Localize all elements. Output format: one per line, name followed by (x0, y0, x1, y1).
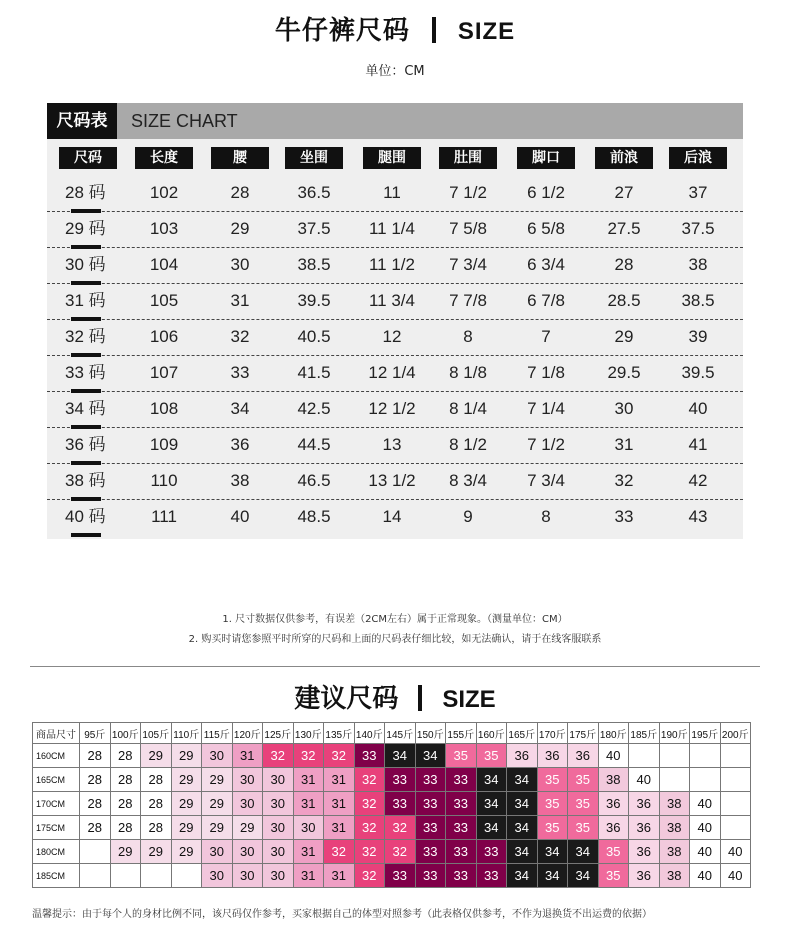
table-cell: 13 1/2 (368, 471, 416, 490)
weight-header: 100斤 (110, 723, 141, 744)
table-cell: 41.5 (297, 363, 331, 382)
grid-cell: 34 (507, 864, 538, 888)
grid-cell: 35 (598, 864, 629, 888)
table-cell: 27.5 (607, 219, 641, 238)
table-cell: 30 (614, 399, 634, 418)
grid-cell: 28 (110, 744, 141, 768)
size-label: 30 码 (65, 255, 106, 274)
grid-cell (720, 744, 751, 768)
table-cell: 28.5 (607, 291, 641, 310)
table-cell: 8 1/2 (449, 435, 487, 454)
grid-cell: 33 (446, 768, 477, 792)
page-title (0, 10, 790, 47)
height-label: 165CM (33, 768, 80, 792)
table-cell: 38.5 (681, 291, 715, 310)
grid-cell: 28 (80, 768, 111, 792)
grid-cell: 30 (232, 792, 263, 816)
table-cell: 7 1/2 (527, 435, 565, 454)
grid-cell (629, 744, 660, 768)
size-label: 29 码 (65, 219, 106, 238)
grid-cell: 29 (171, 816, 202, 840)
weight-header: 170斤 (537, 723, 568, 744)
grid-cell: 35 (568, 816, 599, 840)
grid-cell: 34 (476, 792, 507, 816)
height-label: 175CM (33, 816, 80, 840)
grid-cell: 33 (415, 792, 446, 816)
table-cell: 41 (688, 435, 708, 454)
table-cell: 8 1/8 (449, 363, 487, 382)
table-cell: 104 (149, 255, 179, 274)
table-cell: 29 (230, 219, 250, 238)
grid-cell: 30 (202, 864, 233, 888)
grid-cell: 34 (507, 768, 538, 792)
weight-header: 200斤 (720, 723, 751, 744)
grid-cell: 32 (293, 744, 324, 768)
table-cell: 46.5 (297, 471, 331, 490)
grid-cell: 35 (537, 816, 568, 840)
table-row (47, 355, 743, 392)
grid-cell: 40 (720, 864, 751, 888)
table-cell: 33 (614, 507, 634, 526)
table-cell: 109 (149, 435, 179, 454)
size-chart-label: 尺码表 (47, 103, 117, 139)
size-label: 28 码 (65, 183, 106, 202)
grid-cell: 34 (476, 816, 507, 840)
grid-cell: 32 (263, 744, 294, 768)
table-cell: 111 (151, 507, 177, 526)
height-label: 170CM (33, 792, 80, 816)
grid-cell: 29 (141, 744, 172, 768)
column-header: 腿围 (363, 147, 421, 169)
grid-cell: 35 (476, 744, 507, 768)
size-underline (71, 533, 101, 537)
grid-cell: 35 (568, 792, 599, 816)
table-cell: 37.5 (297, 219, 331, 238)
grid-cell: 28 (80, 792, 111, 816)
grid-cell: 40 (690, 816, 721, 840)
table-cell: 40.5 (297, 327, 331, 346)
grid-cell: 33 (415, 816, 446, 840)
grid-cell: 28 (110, 792, 141, 816)
grid-cell: 30 (293, 816, 324, 840)
table-cell: 29.5 (607, 363, 641, 382)
table-cell: 7 1/2 (449, 183, 487, 202)
weight-header: 155斤 (446, 723, 477, 744)
section-divider (30, 666, 760, 667)
table-cell: 9 (463, 507, 473, 526)
grid-header-row (33, 723, 751, 744)
table-row (47, 319, 743, 356)
column-header: 脚口 (517, 147, 575, 169)
grid-cell: 29 (141, 840, 172, 864)
weight-header: 95斤 (80, 723, 111, 744)
table-cell: 7 3/4 (527, 471, 565, 490)
size-label: 32 码 (65, 327, 106, 346)
column-header: 后浪 (669, 147, 727, 169)
grid-cell: 36 (629, 864, 660, 888)
grid-cell: 30 (232, 768, 263, 792)
table-cell: 110 (150, 471, 178, 490)
table-row (47, 211, 743, 248)
title-en: SIZE (457, 18, 516, 45)
grid-cell (690, 768, 721, 792)
weight-header: 115斤 (202, 723, 233, 744)
weight-header: 105斤 (141, 723, 172, 744)
table-cell: 33 (230, 363, 250, 382)
grid-cell: 34 (568, 840, 599, 864)
grid-cell: 40 (690, 840, 721, 864)
grid-row (33, 768, 751, 792)
grid-cell (690, 744, 721, 768)
table-cell: 48.5 (297, 507, 331, 526)
grid-cell: 30 (263, 840, 294, 864)
grid-cell (80, 840, 111, 864)
table-cell: 34 (230, 399, 250, 418)
grid-cell: 40 (690, 864, 721, 888)
grid-cell: 31 (324, 768, 355, 792)
grid-cell: 34 (537, 840, 568, 864)
grid-row (33, 864, 751, 888)
table-cell: 28 (614, 255, 634, 274)
table-cell: 6 1/2 (527, 183, 565, 202)
title-cn: 牛仔裤尺码 (274, 16, 410, 46)
grid-cell (720, 792, 751, 816)
grid-cell: 33 (446, 840, 477, 864)
table-cell: 38 (230, 471, 250, 490)
table-cell: 6 3/4 (527, 255, 565, 274)
grid-cell: 33 (476, 840, 507, 864)
grid-cell: 30 (263, 768, 294, 792)
grid-cell: 34 (507, 816, 538, 840)
table-cell: 106 (149, 327, 179, 346)
grid-cell: 29 (110, 840, 141, 864)
table-cell: 8 1/4 (449, 399, 487, 418)
weight-header: 125斤 (263, 723, 294, 744)
grid-cell (659, 768, 690, 792)
table-row (47, 175, 743, 212)
grid-cell: 36 (507, 744, 538, 768)
grid-cell: 35 (598, 840, 629, 864)
table-cell: 7 1/4 (527, 399, 565, 418)
grid-cell: 33 (385, 768, 416, 792)
weight-header: 130斤 (293, 723, 324, 744)
table-cell: 7 5/8 (449, 219, 487, 238)
table-cell: 12 1/4 (368, 363, 416, 382)
column-header: 长度 (135, 147, 193, 169)
unit-label: 单位：CM (365, 64, 425, 79)
weight-header: 190斤 (659, 723, 690, 744)
grid-cell: 28 (80, 744, 111, 768)
grid-cell (720, 816, 751, 840)
grid-cell: 33 (476, 864, 507, 888)
grid-cell: 36 (537, 744, 568, 768)
recommend-title (0, 678, 790, 715)
table-cell: 42.5 (297, 399, 331, 418)
table-cell: 13 (382, 435, 402, 454)
table-cell: 42 (688, 471, 708, 490)
grid-cell: 36 (629, 840, 660, 864)
recommend-title-en: SIZE (442, 686, 496, 713)
grid-cell (659, 744, 690, 768)
table-cell: 12 1/2 (368, 399, 416, 418)
grid-cell: 34 (507, 840, 538, 864)
size-chart (47, 103, 743, 539)
grid-cell: 34 (568, 864, 599, 888)
grid-cell: 34 (537, 864, 568, 888)
grid-cell: 30 (202, 840, 233, 864)
grid-cell: 29 (171, 792, 202, 816)
table-row (47, 391, 743, 428)
grid-cell: 33 (415, 768, 446, 792)
notes (0, 610, 790, 650)
weight-header: 150斤 (415, 723, 446, 744)
height-label: 180CM (33, 840, 80, 864)
grid-cell: 29 (232, 816, 263, 840)
grid-row (33, 816, 751, 840)
weight-header: 135斤 (324, 723, 355, 744)
table-cell: 27 (614, 183, 634, 202)
table-cell: 44.5 (297, 435, 331, 454)
size-chart-column-headers (47, 147, 743, 169)
grid-cell: 32 (324, 840, 355, 864)
table-cell: 31 (230, 291, 250, 310)
grid-cell: 29 (202, 768, 233, 792)
grid-cell: 31 (293, 864, 324, 888)
column-header: 腰 (211, 147, 269, 169)
table-row (47, 499, 743, 535)
weight-header: 145斤 (385, 723, 416, 744)
grid-cell (80, 864, 111, 888)
grid-cell: 28 (141, 792, 172, 816)
size-label: 40 码 (65, 507, 106, 526)
grid-cell: 33 (415, 864, 446, 888)
table-cell: 32 (230, 327, 250, 346)
table-cell: 36.5 (297, 183, 331, 202)
grid-cell: 29 (171, 768, 202, 792)
grid-cell: 30 (263, 816, 294, 840)
column-header: 尺码 (59, 147, 117, 169)
grid-cell: 29 (202, 816, 233, 840)
grid-cell: 35 (537, 792, 568, 816)
grid-cell: 30 (232, 864, 263, 888)
grid-cell: 40 (598, 744, 629, 768)
table-cell: 30 (230, 255, 250, 274)
grid-cell: 30 (202, 744, 233, 768)
note-1: 1. 尺寸数据仅供参考，有误差（2CM左右）属于正常现象。（测量单位：CM） (222, 614, 568, 625)
recommend-title-cn: 建议尺码 (294, 684, 399, 714)
grid-cell: 36 (629, 792, 660, 816)
table-cell: 29 (614, 327, 634, 346)
table-cell: 11 (383, 183, 401, 202)
grid-cell (720, 768, 751, 792)
grid-row (33, 840, 751, 864)
grid-cell: 36 (629, 816, 660, 840)
grid-cell: 30 (232, 840, 263, 864)
table-cell: 8 3/4 (449, 471, 487, 490)
height-label: 185CM (33, 864, 80, 888)
grid-cell: 33 (385, 792, 416, 816)
table-cell: 6 5/8 (527, 219, 565, 238)
size-label: 33 码 (65, 363, 106, 382)
table-cell: 14 (382, 507, 402, 526)
size-label: 36 码 (65, 435, 106, 454)
grid-cell: 32 (354, 768, 385, 792)
table-cell: 40 (688, 399, 708, 418)
grid-cell: 30 (263, 792, 294, 816)
size-label: 38 码 (65, 471, 106, 490)
recommend-grid (32, 722, 751, 888)
grid-cell: 40 (629, 768, 660, 792)
grid-cell: 33 (446, 792, 477, 816)
weight-header: 165斤 (507, 723, 538, 744)
grid-cell: 31 (324, 864, 355, 888)
table-cell: 107 (149, 363, 179, 382)
grid-cell: 32 (354, 840, 385, 864)
grid-corner-label: 商品尺寸 (33, 723, 80, 744)
table-cell: 36 (230, 435, 250, 454)
table-row (47, 427, 743, 464)
table-cell: 102 (149, 183, 179, 202)
table-cell: 7 3/4 (449, 255, 487, 274)
grid-cell: 35 (568, 768, 599, 792)
table-cell: 40 (230, 507, 250, 526)
column-header: 前浪 (595, 147, 653, 169)
table-cell: 108 (149, 399, 179, 418)
grid-cell: 38 (659, 792, 690, 816)
grid-cell: 28 (141, 768, 172, 792)
grid-cell: 35 (446, 744, 477, 768)
grid-cell: 33 (354, 744, 385, 768)
table-cell: 11 3/4 (368, 291, 415, 310)
grid-cell: 32 (385, 816, 416, 840)
size-chart-header (47, 103, 743, 139)
grid-cell: 38 (659, 816, 690, 840)
table-cell: 11 1/2 (368, 255, 415, 274)
table-cell: 11 1/4 (368, 219, 415, 238)
grid-cell: 33 (415, 840, 446, 864)
grid-cell: 32 (354, 816, 385, 840)
grid-cell (171, 864, 202, 888)
table-cell: 31 (614, 435, 634, 454)
table-cell: 7 1/8 (527, 363, 565, 382)
table-cell: 8 (463, 327, 473, 346)
grid-cell: 29 (171, 840, 202, 864)
grid-cell: 31 (232, 744, 263, 768)
grid-cell (110, 864, 141, 888)
grid-cell: 35 (537, 768, 568, 792)
weight-header: 185斤 (629, 723, 660, 744)
table-cell: 103 (149, 219, 179, 238)
table-cell: 39 (688, 327, 708, 346)
grid-cell: 40 (690, 792, 721, 816)
weight-header: 195斤 (690, 723, 721, 744)
column-header: 肚围 (439, 147, 497, 169)
table-cell: 105 (149, 291, 179, 310)
grid-cell: 34 (385, 744, 416, 768)
table-cell: 32 (614, 471, 634, 490)
grid-cell: 28 (110, 768, 141, 792)
table-cell: 28 (230, 183, 250, 202)
grid-cell: 33 (446, 816, 477, 840)
table-cell: 12 (382, 327, 402, 346)
title-divider (432, 17, 436, 43)
grid-cell: 36 (568, 744, 599, 768)
grid-cell: 28 (141, 816, 172, 840)
table-cell: 38.5 (297, 255, 331, 274)
grid-cell: 29 (171, 744, 202, 768)
grid-cell: 34 (507, 792, 538, 816)
grid-cell: 31 (293, 840, 324, 864)
grid-cell: 32 (354, 864, 385, 888)
weight-header: 110斤 (171, 723, 202, 744)
height-label: 160CM (33, 744, 80, 768)
table-cell: 7 7/8 (449, 291, 487, 310)
grid-cell: 32 (385, 840, 416, 864)
grid-cell: 32 (324, 744, 355, 768)
grid-cell: 28 (110, 816, 141, 840)
table-cell: 8 (541, 507, 551, 526)
grid-cell: 31 (293, 768, 324, 792)
size-label: 31 码 (65, 291, 106, 310)
table-cell: 38 (688, 255, 708, 274)
grid-cell: 38 (659, 864, 690, 888)
grid-cell: 30 (263, 864, 294, 888)
tip-text: 温馨提示：由于每个人的身材比例不同，该尺码仅作参考，买家根据自己的体型对照参考（此表格仅供参考，不作为退换货不出运费的依据） (32, 909, 652, 920)
weight-header: 120斤 (232, 723, 263, 744)
table-cell: 43 (688, 507, 708, 526)
grid-cell: 29 (202, 792, 233, 816)
grid-row (33, 744, 751, 768)
grid-cell: 36 (598, 792, 629, 816)
table-cell: 6 7/8 (527, 291, 565, 310)
grid-row (33, 792, 751, 816)
grid-cell: 38 (659, 840, 690, 864)
grid-cell (141, 864, 172, 888)
grid-cell: 31 (324, 792, 355, 816)
weight-header: 180斤 (598, 723, 629, 744)
grid-cell: 34 (476, 768, 507, 792)
size-chart-sublabel: SIZE CHART (131, 111, 238, 131)
grid-cell: 36 (598, 816, 629, 840)
size-label: 34 码 (65, 399, 106, 418)
note-2: 2. 购买时请您参照平时所穿的尺码和上面的尺码表仔细比较，如无法确认，请于在线客服联系 (188, 634, 602, 645)
grid-cell: 31 (293, 792, 324, 816)
grid-cell: 33 (385, 864, 416, 888)
table-cell: 39.5 (297, 291, 331, 310)
table-row (47, 463, 743, 500)
table-cell: 39.5 (681, 363, 715, 382)
weight-header: 140斤 (354, 723, 385, 744)
grid-cell: 28 (80, 816, 111, 840)
table-row (47, 283, 743, 320)
weight-header: 175斤 (568, 723, 599, 744)
table-cell: 37 (688, 183, 708, 202)
grid-cell: 34 (415, 744, 446, 768)
table-cell: 7 (541, 327, 551, 346)
grid-cell: 38 (598, 768, 629, 792)
table-cell: 37.5 (681, 219, 715, 238)
grid-cell: 32 (354, 792, 385, 816)
grid-cell: 40 (720, 840, 751, 864)
recommend-title-divider (418, 685, 422, 711)
grid-cell: 31 (324, 816, 355, 840)
column-header: 坐围 (285, 147, 343, 169)
grid-cell: 33 (446, 864, 477, 888)
table-row (47, 247, 743, 284)
weight-header: 160斤 (476, 723, 507, 744)
